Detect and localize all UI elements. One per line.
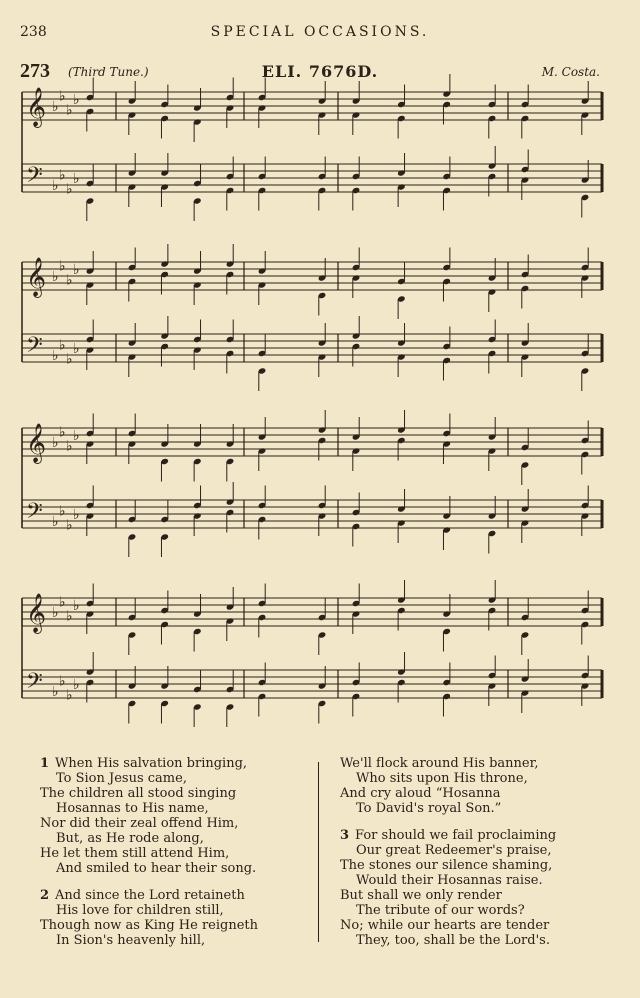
flat-icon: ♭ (52, 348, 59, 364)
lyric-line (340, 828, 630, 843)
lyric-text: To Sion Jesus came, (56, 771, 187, 786)
lyric-line (340, 771, 630, 786)
lyrics-left-column (40, 756, 310, 960)
treble-clef-icon: 𝄞 (26, 87, 47, 127)
flat-icon: ♭ (73, 341, 80, 357)
flat-icon: ♭ (73, 507, 80, 523)
lyric-line (340, 903, 630, 918)
flat-icon: ♭ (66, 102, 73, 119)
lyric-text: They, too, shall be the Lord's. (356, 933, 550, 948)
flat-icon: ♭ (66, 351, 73, 368)
lyric-line (340, 933, 630, 948)
lyric-text: He let them still attend Him, (40, 846, 230, 861)
flat-icon: ♭ (66, 272, 73, 289)
lyric-line (40, 861, 310, 876)
lyric-text: And smiled to hear their song. (56, 861, 257, 876)
running-title: SPECIAL OCCASIONS. (210, 24, 430, 40)
lyric-text: The tribute of our words? (356, 903, 525, 918)
bass-clef-icon: 𝄢 (26, 333, 43, 363)
flat-icon: ♭ (59, 594, 66, 611)
hymn-number: 273 (20, 60, 50, 82)
flat-icon: ♭ (59, 167, 66, 184)
verse (40, 756, 310, 876)
verse (340, 828, 630, 948)
lyric-line (40, 933, 310, 948)
flat-icon: ♭ (66, 608, 73, 625)
lyric-text: Our great Redeemer's praise, (356, 843, 552, 858)
composer: M. Costa. (541, 65, 600, 79)
flat-icon: ♭ (52, 269, 59, 285)
lyric-text: But, as He rode along, (56, 831, 204, 846)
lyric-text: Hosannas to His name, (56, 801, 209, 816)
lyric-line (40, 816, 310, 831)
lyric-line (40, 771, 310, 786)
lyric-text: Though now as King He reigneth (40, 918, 258, 933)
flat-icon: ♭ (66, 438, 73, 455)
flat-icon: ♭ (59, 337, 66, 354)
lyric-text: But shall we only render (340, 888, 502, 903)
lyric-text: When His salvation bringing, (55, 756, 248, 771)
flat-icon: ♭ (66, 687, 73, 704)
flat-icon: ♭ (59, 88, 66, 105)
lyric-line (40, 918, 310, 933)
flat-icon: ♭ (59, 673, 66, 690)
flat-icon: ♭ (73, 92, 80, 108)
lyric-text: For should we fail proclaiming (355, 828, 557, 843)
flat-icon: ♭ (73, 171, 80, 187)
flat-icon: ♭ (52, 178, 59, 194)
flat-icon: ♭ (52, 684, 59, 700)
flat-icon: ♭ (59, 258, 66, 275)
flat-icon: ♭ (52, 99, 59, 115)
lyric-line (340, 888, 630, 903)
lyric-text: No; while our hearts are tender (340, 918, 550, 933)
lyric-text: Would their Hosannas raise. (356, 873, 543, 888)
lyric-line (340, 858, 630, 873)
flat-icon: ♭ (73, 428, 80, 444)
lyric-line (340, 801, 630, 816)
verse-number: 1 (40, 756, 50, 771)
bass-clef-icon: 𝄢 (26, 499, 43, 529)
lyric-text: The stones our silence shaming, (340, 858, 553, 873)
treble-clef-icon: 𝄞 (26, 423, 47, 463)
lyric-line (40, 903, 310, 918)
verse (340, 756, 630, 816)
bass-clef-icon: 𝄢 (26, 669, 43, 699)
lyric-line (340, 843, 630, 858)
lyric-text: The children all stood singing (40, 786, 237, 801)
lyric-text: Who sits upon His throne, (356, 771, 528, 786)
lyric-text: Nor did their zeal offend Him, (40, 816, 239, 831)
lyric-text: To David's royal Son.” (356, 801, 502, 816)
flat-icon: ♭ (73, 262, 80, 278)
lyric-text: His love for children still, (56, 903, 224, 918)
lyric-line (340, 918, 630, 933)
flat-icon: ♭ (73, 598, 80, 614)
lyric-line (340, 873, 630, 888)
lyric-line (340, 756, 630, 771)
flat-icon: ♭ (59, 424, 66, 441)
lyric-line (340, 786, 630, 801)
lyric-text: And cry aloud “Hosanna (340, 786, 501, 801)
bass-clef-icon: 𝄢 (26, 163, 43, 193)
flat-icon: ♭ (66, 517, 73, 534)
lyric-line (40, 846, 310, 861)
treble-clef-icon: 𝄞 (26, 593, 47, 633)
lyric-line (40, 801, 310, 816)
verse-number: 2 (40, 888, 50, 903)
flat-icon: ♭ (59, 503, 66, 520)
lyrics-right-column (340, 756, 630, 960)
lyric-line (40, 786, 310, 801)
lyric-text: And since the Lord retaineth (55, 888, 245, 903)
lyric-text: In Sion's heavenly hill, (56, 933, 206, 948)
verse-number: 3 (340, 828, 350, 843)
lyric-line (40, 831, 310, 846)
flat-icon: ♭ (66, 181, 73, 198)
flat-icon: ♭ (52, 514, 59, 530)
lyric-line (40, 888, 310, 903)
tune-name: ELI. 7676D. (261, 62, 379, 81)
lyric-line (40, 756, 310, 771)
flat-icon: ♭ (52, 605, 59, 621)
tune-note: (Third Tune.) (68, 65, 149, 79)
verse (40, 888, 310, 948)
lyric-text: We'll flock around His banner, (340, 756, 539, 771)
hymn-lyrics (0, 756, 640, 956)
flat-icon: ♭ (52, 435, 59, 451)
treble-clef-icon: 𝄞 (26, 257, 47, 297)
page-number: 238 (20, 24, 47, 40)
flat-icon: ♭ (73, 677, 80, 693)
